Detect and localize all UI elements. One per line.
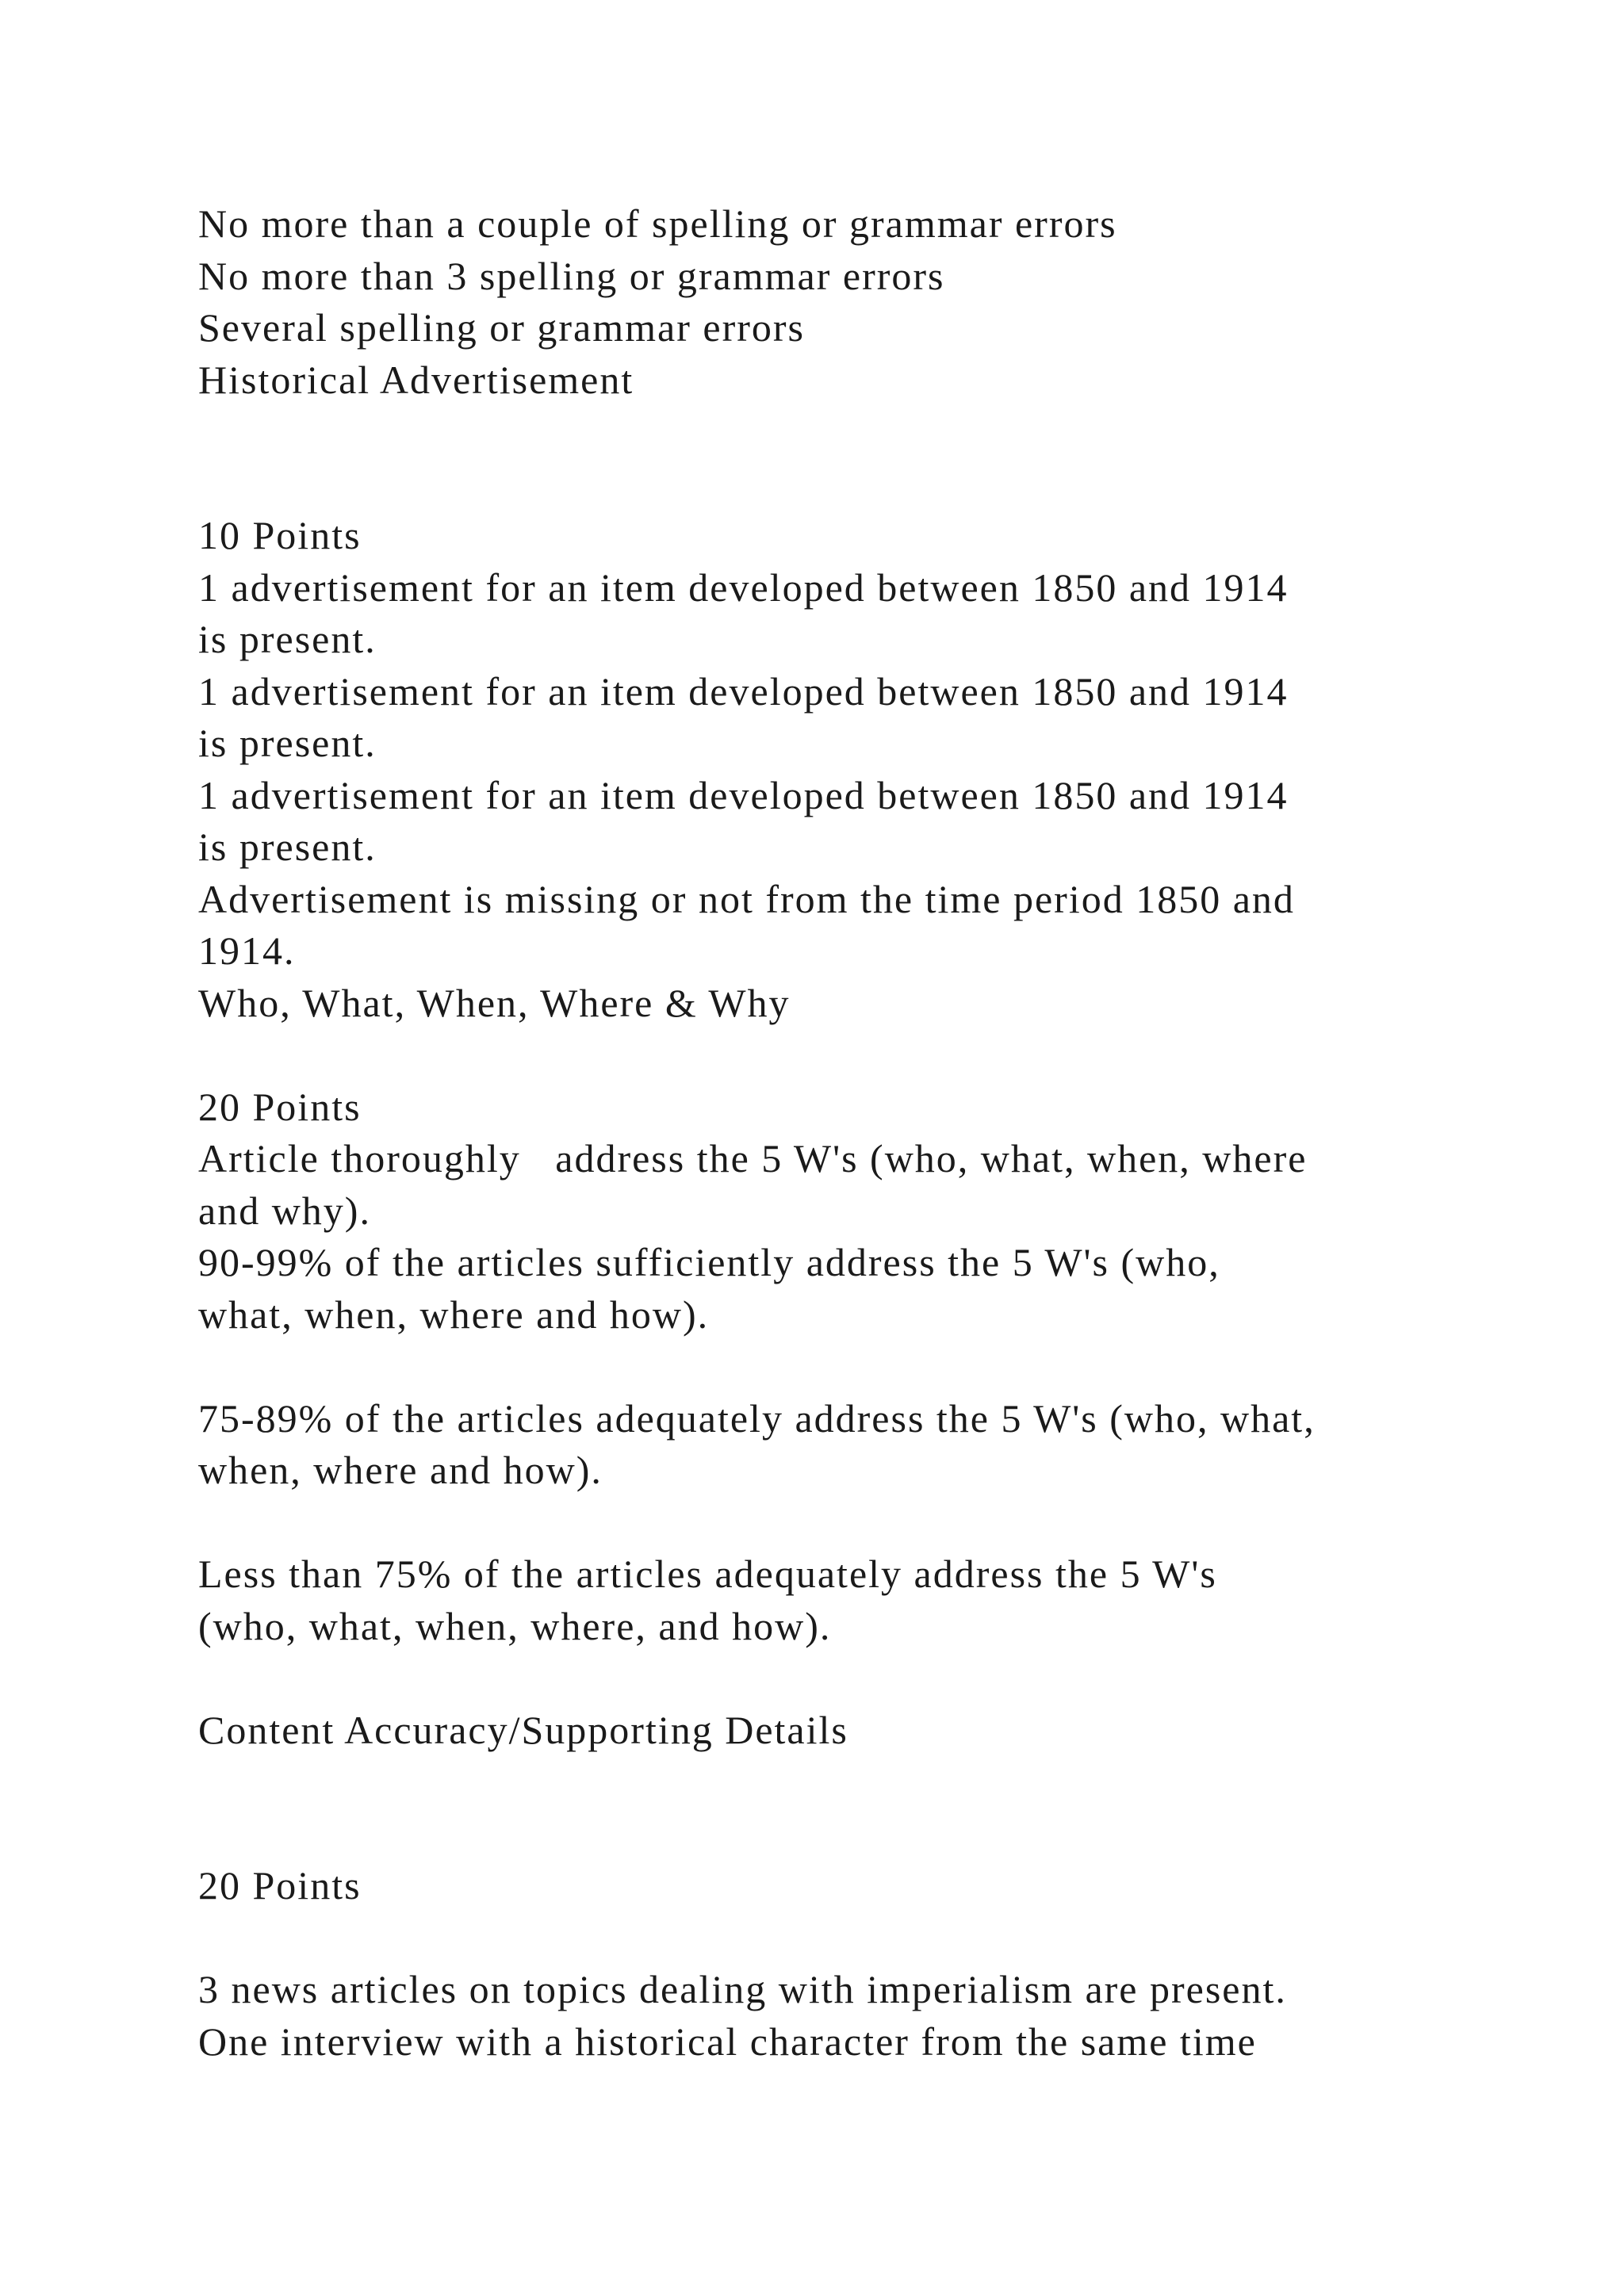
text-line: Several spelling or grammar errors: [198, 305, 805, 350]
text-line: Article thoroughly address the 5 W's (who, what, when, where: [198, 1136, 1308, 1181]
document-body: [198, 198, 1483, 2068]
text-line: 1 advertisement for an item developed between 1850 and 1914: [198, 564, 1289, 610]
text-line: is present.: [198, 617, 377, 661]
text-line: No more than a couple of spelling or grammar errors: [198, 201, 1117, 246]
blank-line: [198, 1912, 1483, 1965]
blank-line: [198, 1497, 1483, 1549]
text-line: No more than 3 spelling or grammar errors: [198, 253, 945, 298]
section-heading: Historical Advertisement: [198, 357, 634, 402]
text-line: 3 news articles on topics dealing with imperialism are present.: [198, 1967, 1287, 2011]
text-line: is present.: [198, 825, 377, 869]
text-line: what, when, where and how).: [198, 1292, 710, 1337]
points-label: 10 Points: [198, 513, 362, 557]
text-line: 90-99% of the articles sufficiently address the 5 W's (who,: [198, 1240, 1220, 1284]
blank-line: [198, 1756, 1483, 1808]
blank-line: [198, 1029, 1483, 1081]
section-heading: Content Accuracy/Supporting Details: [198, 1707, 848, 1752]
blank-line: [198, 1341, 1483, 1393]
blank-line: [198, 406, 1483, 458]
text-line: Advertisement is missing or not from the time period 1850 and: [198, 876, 1295, 921]
text-line: Less than 75% of the articles adequately address the 5 W's: [198, 1552, 1217, 1596]
text-line: when, where and how).: [198, 1448, 603, 1492]
text-line: 1 advertisement for an item developed between 1850 and 1914: [198, 668, 1289, 714]
blank-line: [198, 1652, 1483, 1705]
section-heading: Who, What, When, Where & Why: [198, 980, 791, 1025]
text-line: 1914.: [198, 928, 296, 973]
blank-line: [198, 458, 1483, 511]
text-line: One interview with a historical character from the same time: [198, 2019, 1257, 2064]
points-label: 20 Points: [198, 1084, 362, 1129]
text-line: and why).: [198, 1188, 371, 1233]
blank-line: [198, 1808, 1483, 1861]
text-line: (who, what, when, where, and how).: [198, 1603, 832, 1648]
text-line: 1 advertisement for an item developed between 1850 and 1914: [198, 772, 1289, 817]
text-line: 75-89% of the articles adequately address the 5 W's (who, what,: [198, 1395, 1316, 1441]
text-line: is present.: [198, 721, 377, 765]
points-label: 20 Points: [198, 1863, 362, 1908]
